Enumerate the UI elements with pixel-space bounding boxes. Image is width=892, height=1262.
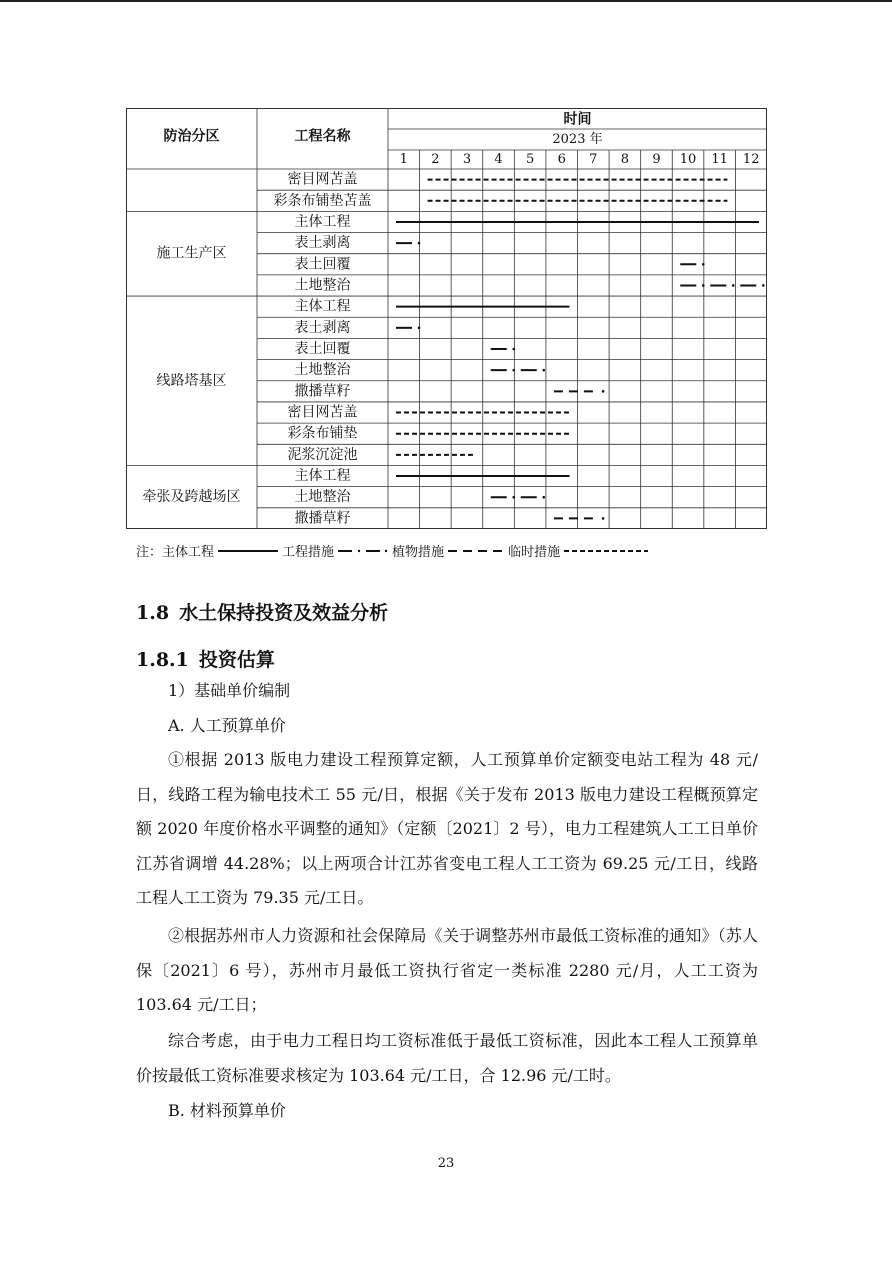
header-zone: 防治分区: [163, 128, 220, 145]
zone-name-2: 线路塔基区: [156, 372, 227, 389]
header-time: 时间: [563, 111, 592, 128]
project-name-7: 表土剥离: [294, 319, 351, 336]
legend-engineering-label: 工程措施: [282, 545, 335, 560]
project-name-15: 土地整治: [294, 489, 351, 506]
header-month-4: 4: [494, 152, 503, 167]
bar-plant-dot-16: [602, 517, 605, 520]
project-name-3: 表土剥离: [294, 235, 351, 252]
header-month-5: 5: [525, 152, 535, 167]
bar-plant-dot-10: [602, 390, 605, 393]
project-name-12: 彩条布铺垫: [287, 425, 358, 442]
zone-name-1: 施工生产区: [156, 245, 227, 262]
paragraph-labor-1: ①根据 2013 版电力建设工程预算定额，人工预算单价定额变电站工程为 48 元/日，线路工程为输电技术工 55 元/日，根据《关于发布 2013 版电力建设工程概预算定额 2020 年度价格水平调整的通知》（定额〔2021〕2 号），电力工程建筑人工工日单价江苏省调增 44.28%；以上两项合计江苏省变电工程人工工资为 69.25 元/工日，线路工程人工工资为 79.35 元/工日。: [136, 750, 758, 907]
legend-main-swatch: [216, 546, 280, 556]
bar-engineering-15: [491, 496, 545, 499]
legend-prefix: 注：: [136, 545, 163, 560]
header-month-8: 8: [620, 152, 630, 167]
project-name-0: 密目网苫盖: [287, 171, 358, 188]
project-name-16: 撒播草籽: [294, 510, 351, 527]
header-month-3: 3: [462, 152, 472, 167]
paragraph-labor-heading: A. 人工预算单价: [168, 716, 286, 735]
header-month-10: 10: [679, 152, 697, 167]
section-heading: [136, 598, 398, 625]
paragraph-labor-summary: 综合考虑，由于电力工程日均工资标准低于最低工资标准，因此本工程人工预算单价按最低工资标准要求核定为 103.64 元/工日，合 12.96 元/工时。: [136, 1031, 758, 1085]
page-top-rule: [0, 0, 892, 2]
project-name-4: 表土回覆: [294, 256, 351, 273]
project-name-14: 主体工程: [294, 468, 351, 485]
paragraph-basic-price: 1）基础单价编制: [168, 681, 291, 700]
subsection-title: 投资估算: [198, 649, 275, 671]
legend-plant-swatch: [446, 546, 506, 556]
legend-engineering-swatch: [336, 546, 390, 556]
legend-temporary-swatch: [562, 546, 650, 556]
paragraph-material-heading: B. 材料预算单价: [168, 1101, 286, 1120]
bar-engineering-8: [491, 348, 515, 351]
header-month-11: 11: [711, 152, 728, 167]
subsection-heading: [136, 645, 285, 672]
subsection-number: 1.8.1: [136, 649, 189, 671]
project-name-2: 主体工程: [294, 213, 351, 230]
header-project: 工程名称: [294, 128, 351, 145]
bar-engineering-3: [396, 242, 420, 245]
header-year: 2023 年: [552, 132, 603, 147]
legend: [136, 541, 652, 560]
section-number: 1.8: [136, 602, 170, 624]
project-name-6: 主体工程: [294, 298, 351, 315]
project-name-9: 土地整治: [294, 362, 351, 379]
bar-engineering-4: [680, 263, 704, 266]
bar-engineering-9: [491, 369, 545, 372]
paragraph-labor-2: ②根据苏州市人力资源和社会保障局《关于调整苏州市最低工资标准的通知》（苏人保〔2021〕6 号），苏州市月最低工资执行省定一类标准 2280 元/月，人工工资为 103.64 元/工日；: [136, 926, 758, 1014]
bar-engineering-7: [396, 327, 420, 330]
header-month-2: 2: [431, 152, 440, 167]
project-name-8: 表土回覆: [294, 341, 351, 357]
project-name-13: 泥浆沉淀池: [287, 446, 358, 463]
project-name-10: 撒播草籽: [294, 383, 351, 400]
header-month-9: 9: [652, 152, 661, 167]
legend-plant-label: 植物措施: [392, 545, 445, 560]
bar-engineering-5: [680, 284, 764, 287]
project-name-11: 密目网苫盖: [287, 404, 358, 421]
project-name-1: 彩条布铺垫苫盖: [273, 192, 372, 209]
legend-main-label: 主体工程: [162, 545, 215, 560]
header-month-6: 6: [557, 152, 566, 167]
zone-name-3: 牵张及跨越场区: [142, 489, 241, 506]
legend-temporary-label: 临时措施: [508, 545, 561, 560]
header-month-1: 1: [399, 152, 408, 167]
header-month-7: 7: [589, 152, 598, 167]
section-title: 水土保持投资及效益分析: [179, 602, 389, 624]
schedule-table: [126, 108, 767, 529]
page-number: 23: [437, 1156, 455, 1171]
header-month-12: 12: [742, 152, 760, 167]
project-name-5: 土地整治: [294, 277, 351, 294]
